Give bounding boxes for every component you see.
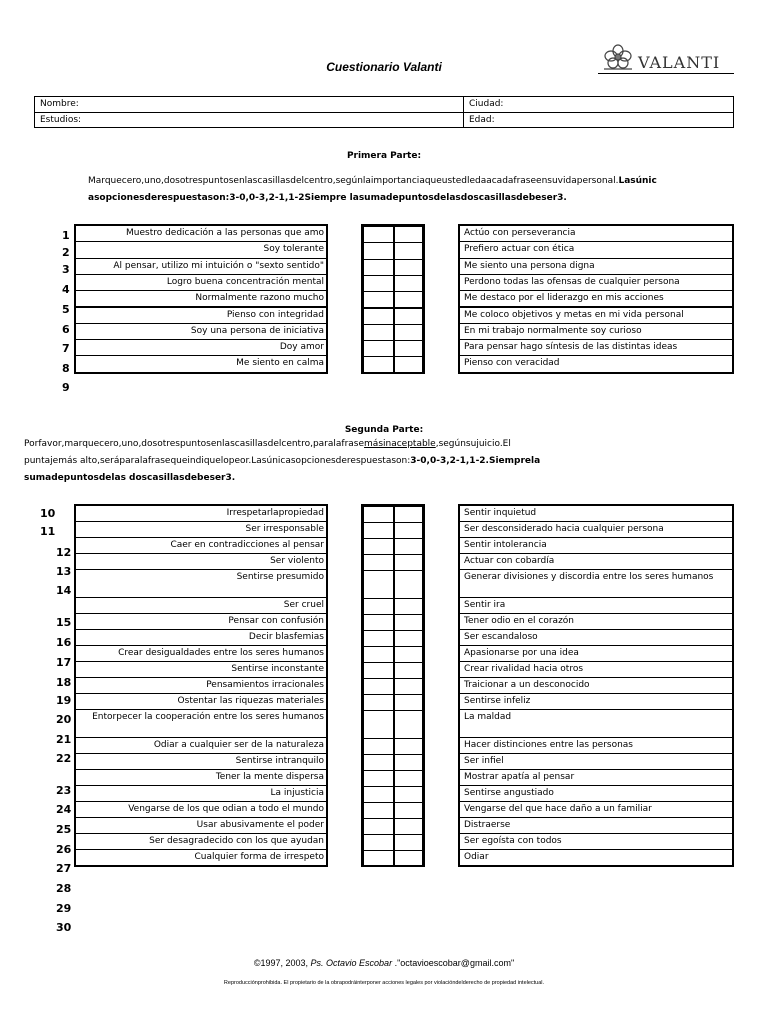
part2-right-statement: Ser egoísta con todos	[458, 833, 734, 850]
score-box-right[interactable]	[394, 770, 423, 787]
part1-left-statement: Muestro dedicación a las personas que amo	[74, 225, 328, 242]
score-box-right[interactable]	[394, 259, 423, 276]
score-box-left[interactable]	[363, 630, 394, 647]
score-box-right[interactable]	[394, 226, 423, 243]
part2-left-statement: Ser violento	[74, 553, 328, 570]
score-box-right[interactable]	[394, 554, 423, 571]
part2-right-statement: Apasionarse por una idea	[458, 645, 734, 662]
question-number: 21	[56, 733, 72, 746]
score-box-left[interactable]	[363, 678, 394, 695]
nombre-field[interactable]: Nombre:	[40, 99, 79, 109]
score-box-left[interactable]	[363, 538, 394, 555]
part2-right-statement: Ser desconsiderado hacia cualquier persona	[458, 521, 734, 538]
score-box-right[interactable]	[394, 818, 423, 835]
part2-left-statement: Ser desagradecido con los que ayudan	[74, 833, 328, 850]
part2-left-statement: Odiar a cualquier ser de la naturaleza	[74, 737, 328, 754]
part2-right-statement: Actuar con cobardía	[458, 553, 734, 570]
part2-instr-line1b: ,segúnsujuicio.El	[435, 439, 511, 449]
question-number: 19	[56, 694, 72, 707]
score-box-left[interactable]	[363, 786, 394, 803]
question-number: 29	[56, 902, 72, 915]
question-number: 1	[62, 229, 70, 242]
score-box-right[interactable]	[394, 694, 423, 711]
part1-score-boxes	[361, 224, 425, 374]
question-number: 17	[56, 656, 72, 669]
score-box-right[interactable]	[394, 630, 423, 647]
part2-left-statement: Crear desigualdades entre los seres humanos	[74, 645, 328, 662]
part2-right-statement: Traicionar a un desconocido	[458, 677, 734, 694]
question-number: 2	[62, 246, 70, 259]
part2-left-statement: Caer en contradicciones al pensar	[74, 537, 328, 554]
score-box-right[interactable]	[394, 646, 423, 663]
part2-right-statement: Ser escandaloso	[458, 629, 734, 646]
question-number: 27	[56, 862, 72, 875]
estudios-field[interactable]: Estudios:	[40, 115, 82, 125]
part2-right-statement: Crear rivalidad hacia otros	[458, 661, 734, 678]
copyright-line	[0, 958, 768, 968]
part2-left-statement: Sentirse inconstante	[74, 661, 328, 678]
question-number: 13	[56, 565, 72, 578]
part2-right-statement: Sentir ira	[458, 597, 734, 614]
question-number: 28	[56, 882, 72, 895]
part1-instr-bold2: asopcionesderespuestason:3-0,0-3,2-1,1-2Siempre lasumadepuntosdelasdoscasillasdebeser3.	[88, 193, 567, 203]
part2-instr-line2b: 3-0,0-3,2-1,1-2.Siemprela	[410, 456, 541, 466]
score-box-right[interactable]	[394, 614, 423, 631]
part2-left-statement: Ser cruel	[74, 597, 328, 614]
edad-field[interactable]: Edad:	[469, 115, 495, 125]
score-box-right[interactable]	[394, 340, 423, 357]
score-box-right[interactable]	[394, 308, 423, 325]
score-box-left[interactable]	[363, 598, 394, 615]
score-box-right[interactable]	[394, 738, 423, 755]
question-number: 8	[62, 362, 70, 375]
part2-left-statement: Ser irresponsable	[74, 521, 328, 538]
score-box-left[interactable]	[363, 570, 394, 599]
question-number: 16	[56, 636, 72, 649]
part2-right-statement: Sentir intolerancia	[458, 537, 734, 554]
part2-left-statement: Usar abusivamente el poder	[74, 817, 328, 834]
part1-heading: Primera Parte:	[346, 151, 422, 161]
question-number: 25	[56, 823, 72, 836]
part1-instr-bold1: Lasúnic	[618, 176, 657, 186]
part1-right-statement: Para pensar hago síntesis de las distintas ideas	[458, 339, 734, 356]
part2-left-statement: Tener la mente dispersa	[74, 769, 328, 786]
part2-left-statement: Pensar con confusión	[74, 613, 328, 630]
question-number: 30	[56, 921, 72, 934]
question-number: 24	[56, 803, 72, 816]
score-box-right[interactable]	[394, 834, 423, 851]
part2-left-statement: Entorpecer la cooperación entre los seres humanos	[74, 709, 328, 738]
part2-right-statement: La maldad	[458, 709, 734, 738]
question-number: 9	[62, 381, 70, 394]
score-box-right[interactable]	[394, 598, 423, 615]
part1-left-statement: Soy tolerante	[74, 241, 328, 258]
score-box-left[interactable]	[363, 324, 394, 341]
part2-right-statement: Sentirse angustiado	[458, 785, 734, 802]
question-number: 3	[62, 263, 70, 276]
part2-left-statement: Vengarse de los que odian a todo el mundo	[74, 801, 328, 818]
score-box-right[interactable]	[394, 538, 423, 555]
score-box-left[interactable]	[363, 259, 394, 276]
score-box-left[interactable]	[363, 226, 394, 243]
score-box-left[interactable]	[363, 818, 394, 835]
score-box-right[interactable]	[394, 242, 423, 259]
copyright-year: ©1997, 2003,	[253, 958, 311, 968]
part2-instr-line2a: puntajemás alto,seráparalafrasequeindiquelopeor.Lasúnicasopcionesderespuestason:	[24, 456, 411, 466]
score-box-right[interactable]	[394, 570, 423, 599]
part2-instructions	[24, 436, 744, 487]
copyright-email: ."octavioescobar@gmail.com"	[392, 958, 515, 968]
score-box-left[interactable]	[363, 662, 394, 679]
part2-left-statement: Decir blasfemias	[74, 629, 328, 646]
question-number: 15	[56, 616, 72, 629]
score-box-left[interactable]	[363, 834, 394, 851]
score-box-right[interactable]	[394, 662, 423, 679]
score-box-left[interactable]	[363, 554, 394, 571]
score-box-right[interactable]	[394, 850, 423, 867]
part2-heading: Segunda Parte:	[344, 425, 424, 435]
score-box-left[interactable]	[363, 522, 394, 539]
score-box-left[interactable]	[363, 275, 394, 292]
question-number: 20	[56, 713, 72, 726]
question-number: 10	[40, 507, 56, 520]
personal-info-table	[34, 96, 734, 128]
valanti-logo	[598, 44, 734, 74]
part2-right-statement: Sentirse infeliz	[458, 693, 734, 710]
score-box-left[interactable]	[363, 356, 394, 373]
part2-right-statement: Distraerse	[458, 817, 734, 834]
part2-right-statement: Ser infiel	[458, 753, 734, 770]
part1-right-statement: Actúo con perseverancia	[458, 225, 734, 242]
part2-left-statement: Irrespetarlapropiedad	[74, 505, 328, 522]
score-box-left[interactable]	[363, 710, 394, 739]
score-box-right[interactable]	[394, 506, 423, 523]
score-box-left[interactable]	[363, 694, 394, 711]
part1-instructions	[88, 173, 738, 207]
question-number: 5	[62, 303, 70, 316]
score-box-left[interactable]	[363, 340, 394, 357]
part2-right-statement: Odiar	[458, 849, 734, 866]
question-number: 23	[56, 784, 72, 797]
part1-left-statement: Logro buena concentración mental	[74, 274, 328, 291]
score-box-left[interactable]	[363, 850, 394, 867]
score-box-right[interactable]	[394, 754, 423, 771]
question-number: 4	[62, 283, 70, 296]
ciudad-field[interactable]: Ciudad:	[469, 99, 504, 109]
part2-right-statement: Mostrar apatía al pensar	[458, 769, 734, 786]
score-box-right[interactable]	[394, 678, 423, 695]
score-box-right[interactable]	[394, 522, 423, 539]
question-number: 26	[56, 843, 72, 856]
logo-underline	[598, 73, 734, 74]
part2-left-statement: La injusticia	[74, 785, 328, 802]
part1-right-statement: Perdono todas las ofensas de cualquier persona	[458, 274, 734, 291]
part2-right-statement: Tener odio en el corazón	[458, 613, 734, 630]
part1-left-statement: Normalmente razono mucho	[74, 290, 328, 307]
score-box-right[interactable]	[394, 786, 423, 803]
part2-right-statement: Generar divisiones y discordia entre los seres humanos	[458, 569, 734, 598]
score-box-left[interactable]	[363, 754, 394, 771]
part1-left-statement: Al pensar, utilizo mi intuición o "sexto sentido"	[74, 258, 328, 275]
part2-right-statement: Sentir inquietud	[458, 505, 734, 522]
part2-instr-line1a: Porfavor,marquecero,uno,dosotrespuntosenlascasillasdelcentro,paralafrase	[24, 439, 365, 449]
score-box-left[interactable]	[363, 614, 394, 631]
part2-right-statement: Hacer distinciones entre las personas	[458, 737, 734, 754]
part1-right-statement: Me coloco objetivos y metas en mi vida personal	[458, 307, 734, 324]
score-box-left[interactable]	[363, 646, 394, 663]
part1-left-statement: Me siento en calma	[74, 355, 328, 372]
question-number: 6	[62, 323, 70, 336]
part1-left-statement: Soy una persona de iniciativa	[74, 323, 328, 340]
part2-left-statement: Cualquier forma de irrespeto	[74, 849, 328, 866]
part2-left-statement: Ostentar las riquezas materiales	[74, 693, 328, 710]
page-title: Cuestionario Valanti	[326, 60, 442, 74]
score-box-right[interactable]	[394, 275, 423, 292]
part1-instr-plain: Marquecero,uno,dosotrespuntosenlascasillasdelcentro,segúnlaimportanciaqueustedledaacadafraseensuvidapersonal.	[88, 176, 619, 186]
question-number: 12	[56, 546, 72, 559]
legal-notice: Reproducciónprohibida. El propietario de la obrapodráinterponer acciones legales por violacióndelderecho de propiedad intelectual.	[223, 980, 545, 986]
score-box-left[interactable]	[363, 506, 394, 523]
part1-right-statement: Me destaco por el liderazgo en mis acciones	[458, 290, 734, 307]
score-box-right[interactable]	[394, 802, 423, 819]
part2-left-statement: Sentirse intranquilo	[74, 753, 328, 770]
question-number: 11	[40, 525, 56, 538]
logo-wordmark: VALANTI	[638, 53, 721, 72]
score-box-right[interactable]	[394, 291, 423, 308]
part1-right-statement: En mi trabajo normalmente soy curioso	[458, 323, 734, 340]
part2-instr-underlined: másinaceptable	[364, 439, 436, 449]
part1-right-statement: Prefiero actuar con ética	[458, 241, 734, 258]
question-number: 18	[56, 676, 72, 689]
part1-right-statement: Pienso con veracidad	[458, 355, 734, 372]
part2-score-boxes	[361, 504, 425, 867]
question-number: 14	[56, 584, 72, 597]
part2-instr-line3: sumadepuntosdelas doscasillasdebeser3.	[24, 473, 236, 483]
part2-left-statement: Sentirse presumido	[74, 569, 328, 598]
question-number: 7	[62, 342, 70, 355]
score-box-left[interactable]	[363, 770, 394, 787]
part2-right-statement: Vengarse del que hace daño a un familiar	[458, 801, 734, 818]
score-box-left[interactable]	[363, 291, 394, 308]
flower-logo-icon	[602, 44, 634, 70]
part1-left-statement: Pienso con integridad	[74, 307, 328, 324]
score-box-right[interactable]	[394, 710, 423, 739]
part1-right-statement: Me siento una persona digna	[458, 258, 734, 275]
part2-left-statement: Pensamientos irracionales	[74, 677, 328, 694]
score-box-right[interactable]	[394, 356, 423, 373]
part1-left-statement: Doy amor	[74, 339, 328, 356]
score-box-left[interactable]	[363, 242, 394, 259]
score-box-right[interactable]	[394, 324, 423, 341]
score-box-left[interactable]	[363, 802, 394, 819]
score-box-left[interactable]	[363, 738, 394, 755]
score-box-left[interactable]	[363, 308, 394, 325]
question-number: 22	[56, 752, 72, 765]
copyright-author: Ps. Octavio Escobar	[310, 958, 393, 968]
